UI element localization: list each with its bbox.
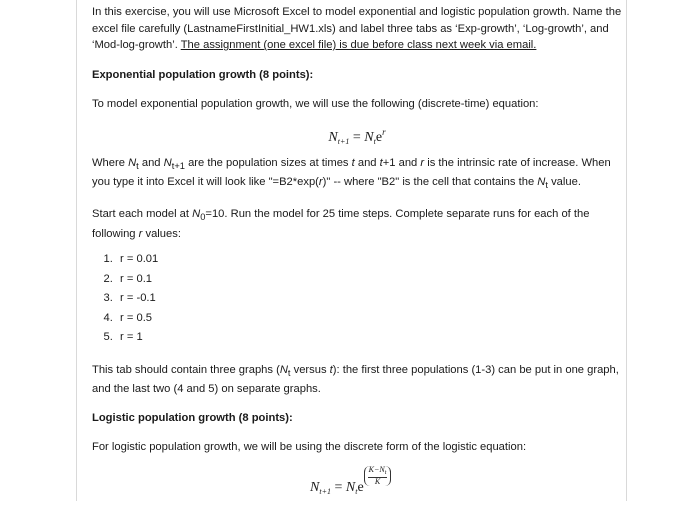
logistic-model-text: For logistic population growth, we will be using the discrete form of the logistic equation:	[92, 441, 527, 454]
exponential-model-text: To model exponential population growth, we will use the following (discrete-time) equation:	[92, 98, 539, 110]
list-item: 3. r = -0.1	[116, 289, 622, 309]
document-content	[92, 4, 622, 494]
list-item: 2. r = 0.1	[116, 270, 622, 290]
logistic-heading: Logistic population growth (8 points):	[92, 411, 293, 424]
start-paragraph: Start each model at $N_0=10$. Run the model for 25 time steps. Complete separate runs for each of the following r values:	[92, 207, 590, 240]
exponential-equation: $N_{t+1} = N_te^r$	[328, 126, 386, 146]
r-values-list	[92, 250, 622, 348]
due-date-note: The assignment (one excel file) is due before class next week via email.	[180, 39, 537, 51]
intro-paragraph	[92, 4, 622, 54]
exponential-heading: Exponential population growth (8 points):	[92, 68, 314, 81]
tab-instructions: This tab should contain three graphs ($N_t$ versus t): the first three populations (1-3) can be put in one graph, and the last two (4 and 5) on separate graphs.	[92, 363, 619, 396]
list-item: 1. r = 0.01	[116, 250, 622, 270]
list-item: 5. r = 1	[116, 328, 622, 348]
list-item: 4. r = 0.5	[116, 309, 622, 329]
intro-text: In this exercise, you will use Microsoft Excel to model exponential and logistic population growth. Name the excel file carefully (LastnameFirstInitial_HW1.xls) and label three tabs as ‘Exp-growth’, ‘Log-growth’, and ‘Mod-log-growth’.	[92, 6, 622, 51]
exponent-fraction: $\frac{K-N_t}{K}$	[364, 466, 392, 486]
logistic-equation: $N_{t+1} = N_te$ $\frac{K-N_t}{K}$	[310, 466, 622, 494]
where-paragraph: Where $N_t$ and $N_{t+1}$ are the population sizes at times t and t+1 and r is the intrinsic rate of increase. When you type it into Excel it will look like "=B2*exp(r)" -- where "B2" is the cell that contains the $N_t$ value.	[92, 156, 611, 191]
